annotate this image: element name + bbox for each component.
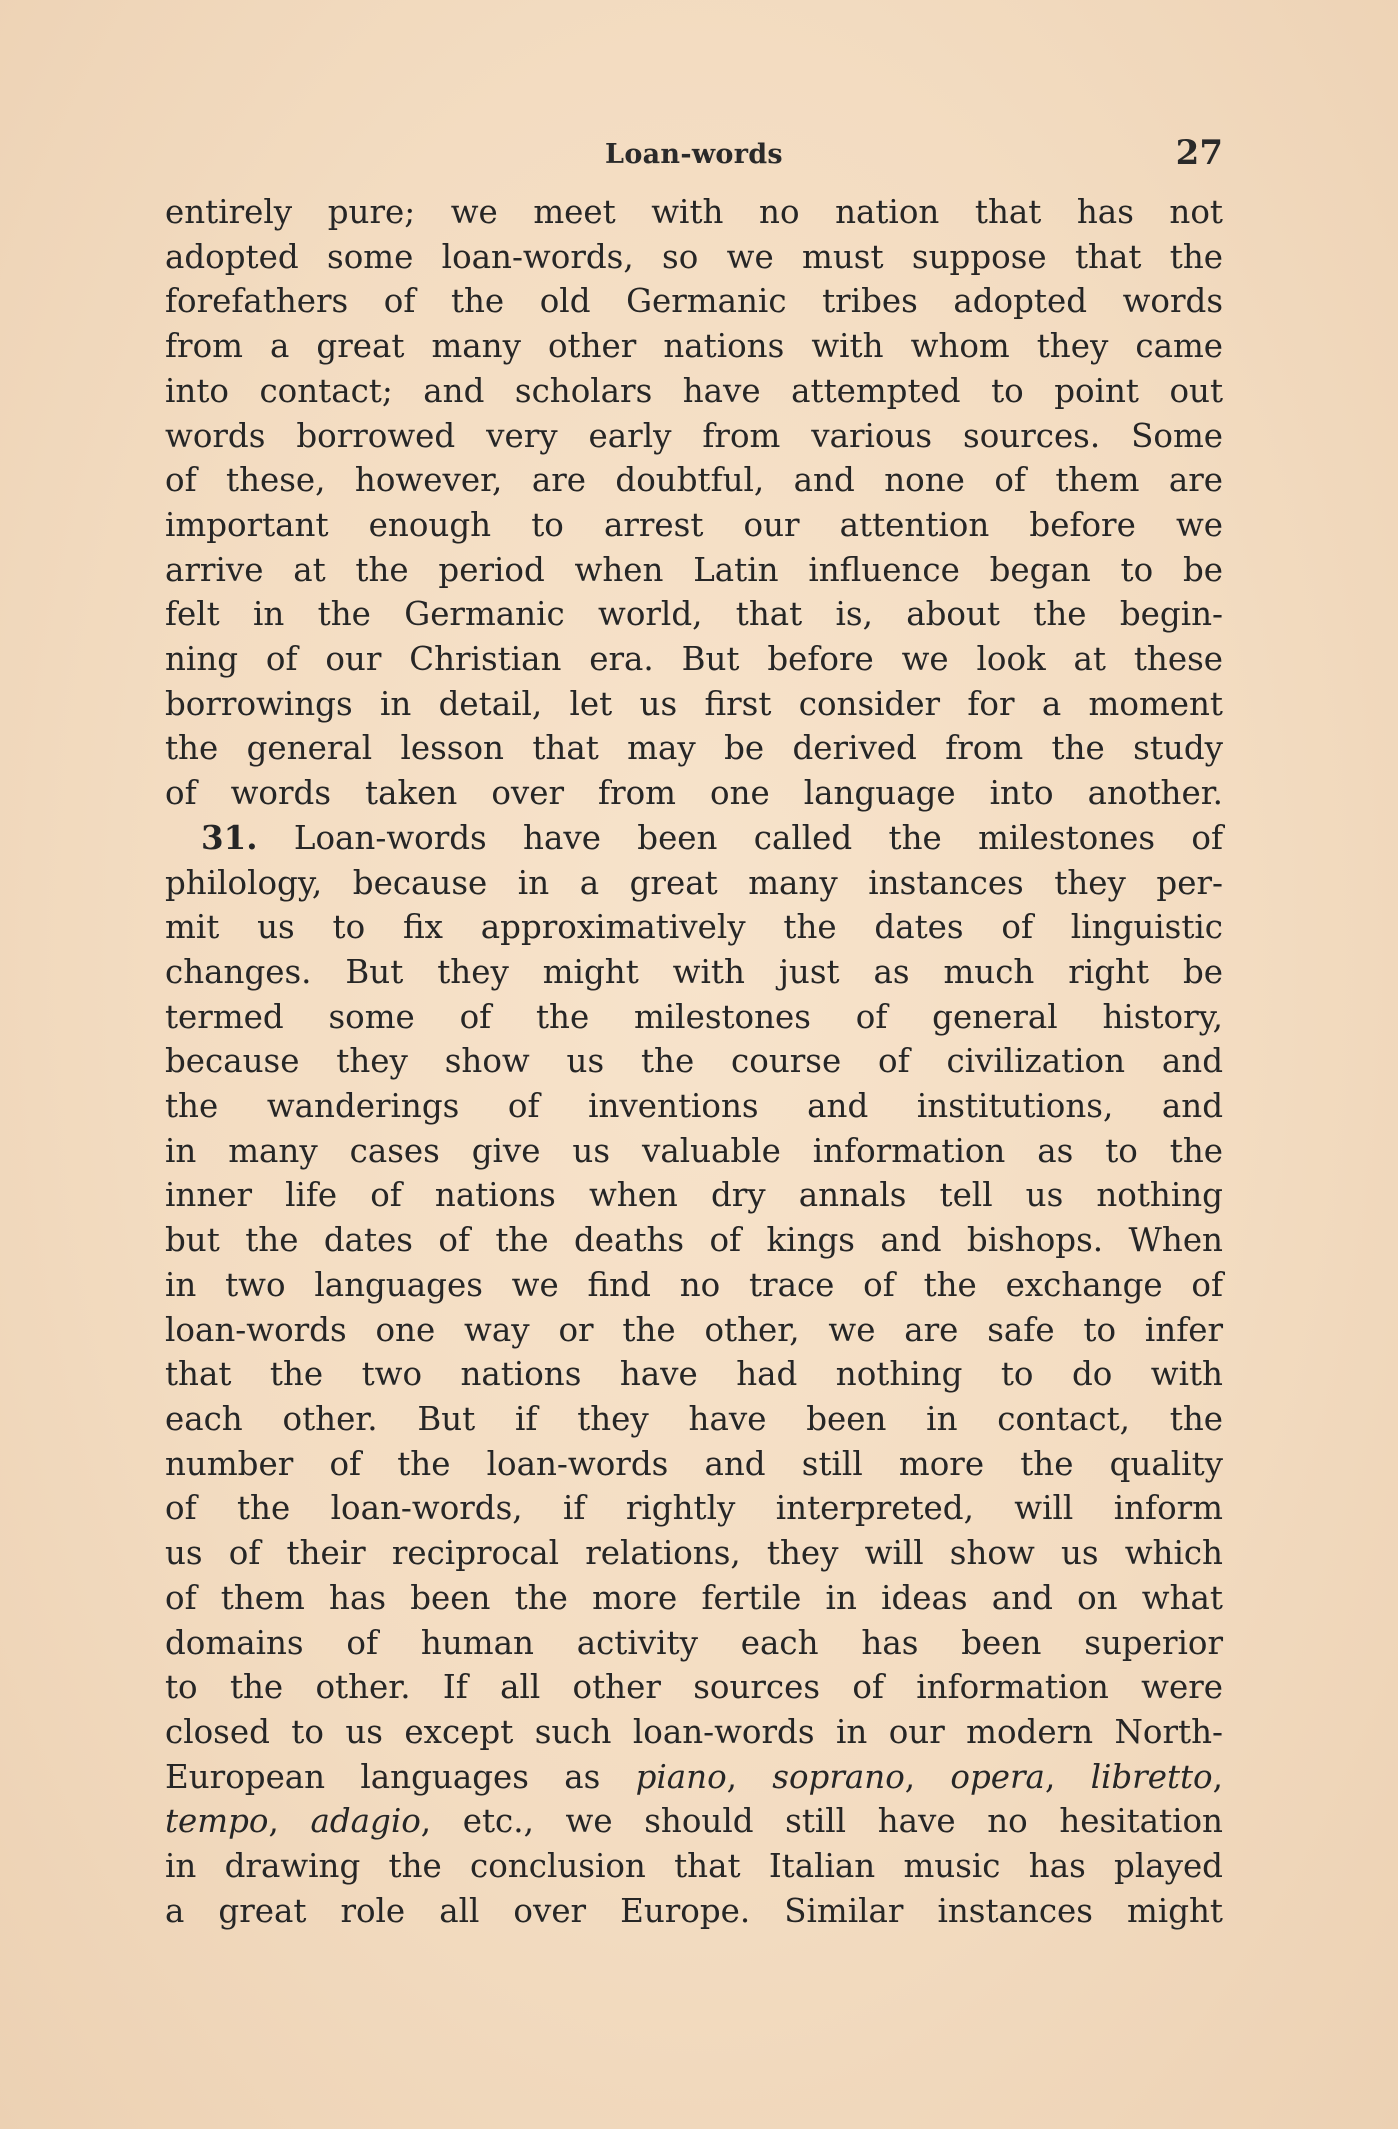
text-line: because they show us the course of civilization and bbox=[165, 1042, 1223, 1081]
text-line: a great role all over Europe. Similar instances might bbox=[165, 1891, 1223, 1930]
text-fragment: , bbox=[904, 1757, 916, 1796]
text-line: borrowings in detail, let us first consider for a moment bbox=[165, 684, 1223, 723]
text-line: the wanderings of inventions and institutions, and bbox=[165, 1087, 1223, 1126]
text-line: ning of our Christian era. But before we look at these bbox=[165, 640, 1223, 679]
text-line: domains of human activity each has been superior bbox=[165, 1623, 1223, 1662]
text-line: adopted some loan-words, so we must suppose that the bbox=[165, 237, 1223, 276]
body-text bbox=[165, 190, 1223, 1933]
text-line bbox=[165, 1799, 1223, 1844]
text-line: termed some of the milestones of general history, bbox=[165, 997, 1223, 1036]
page-number: 27 bbox=[1175, 133, 1223, 173]
text-fragment: , bbox=[268, 1802, 279, 1841]
text-line: the general lesson that may be derived from the study bbox=[165, 729, 1223, 768]
text-line: of these, however, are doubtful, and none of them are bbox=[165, 461, 1223, 500]
italic-word: soprano bbox=[772, 1757, 905, 1796]
text-line: from a great many other nations with whom they came bbox=[165, 327, 1223, 366]
text-line: that the two nations have had nothing to do with bbox=[165, 1355, 1223, 1394]
italic-word: libretto bbox=[1090, 1757, 1213, 1796]
text-line: of words taken over from one language into another. bbox=[165, 774, 1223, 813]
text-line: forefathers of the old Germanic tribes adopted words bbox=[165, 282, 1223, 321]
text-line: changes. But they might with just as much right be bbox=[165, 952, 1223, 991]
text-line: but the dates of the deaths of kings and bishops. When bbox=[165, 1221, 1223, 1260]
text-line: important enough to arrest our attention before we bbox=[165, 505, 1223, 544]
text-line: number of the loan-words and still more the quality bbox=[165, 1444, 1223, 1483]
italic-word: opera bbox=[950, 1757, 1045, 1796]
text-fragment: , bbox=[1212, 1757, 1223, 1796]
text-line: loan-words one way or the other, we are safe to infer bbox=[165, 1310, 1223, 1349]
text-line: into contact; and scholars have attempted to point out bbox=[165, 371, 1223, 410]
text-line: to the other. If all other sources of information were bbox=[165, 1668, 1223, 1707]
paragraph-number: 31. bbox=[201, 817, 258, 857]
italic-word: tempo bbox=[165, 1802, 269, 1841]
paragraph-31 bbox=[165, 816, 1223, 1934]
text-line: inner life of nations when dry annals tell us nothing bbox=[165, 1176, 1223, 1215]
page-header bbox=[165, 133, 1223, 183]
text-fragment: , bbox=[726, 1757, 737, 1796]
text-line: in two languages we find no trace of the exchange of bbox=[165, 1265, 1223, 1304]
text-line: arrive at the period when Latin influence began to be bbox=[165, 550, 1223, 589]
text-fragment: , bbox=[1044, 1757, 1056, 1796]
text-line: words borrowed very early from various sources. Some bbox=[165, 416, 1223, 455]
text-line: mit us to fix approximatively the dates of linguistic bbox=[165, 908, 1223, 947]
text-line: each other. But if they have been in contact, the bbox=[165, 1399, 1223, 1438]
paragraph-continued bbox=[165, 190, 1223, 816]
running-title: Loan-words bbox=[605, 139, 783, 170]
text-line: entirely pure; we meet with no nation that has not bbox=[165, 193, 1223, 231]
text-fragment: European languages as bbox=[165, 1757, 601, 1796]
text-line bbox=[165, 816, 1223, 861]
italic-word: adagio bbox=[310, 1802, 421, 1841]
italic-word: piano bbox=[635, 1757, 727, 1796]
text-line: of them has been the more fertile in ideas and on what bbox=[165, 1578, 1223, 1617]
text-line: us of their reciprocal relations, they will show us which bbox=[165, 1534, 1223, 1573]
text-line bbox=[165, 1755, 1223, 1800]
text-line: in drawing the conclusion that Italian music has played bbox=[165, 1847, 1223, 1886]
text-line: philology, because in a great many instances they per- bbox=[165, 863, 1223, 902]
paragraph-first-line: Loan-words have been called the milestones of bbox=[293, 818, 1223, 857]
text-line: in many cases give us valuable information as to the bbox=[165, 1131, 1223, 1170]
text-line: closed to us except such loan-words in our modern North- bbox=[165, 1712, 1223, 1751]
text-line: felt in the Germanic world, that is, about the begin- bbox=[165, 595, 1223, 634]
text-line: of the loan-words, if rightly interpreted, will inform bbox=[165, 1489, 1223, 1528]
text-fragment: , etc., we should still have no hesitation bbox=[420, 1802, 1223, 1841]
